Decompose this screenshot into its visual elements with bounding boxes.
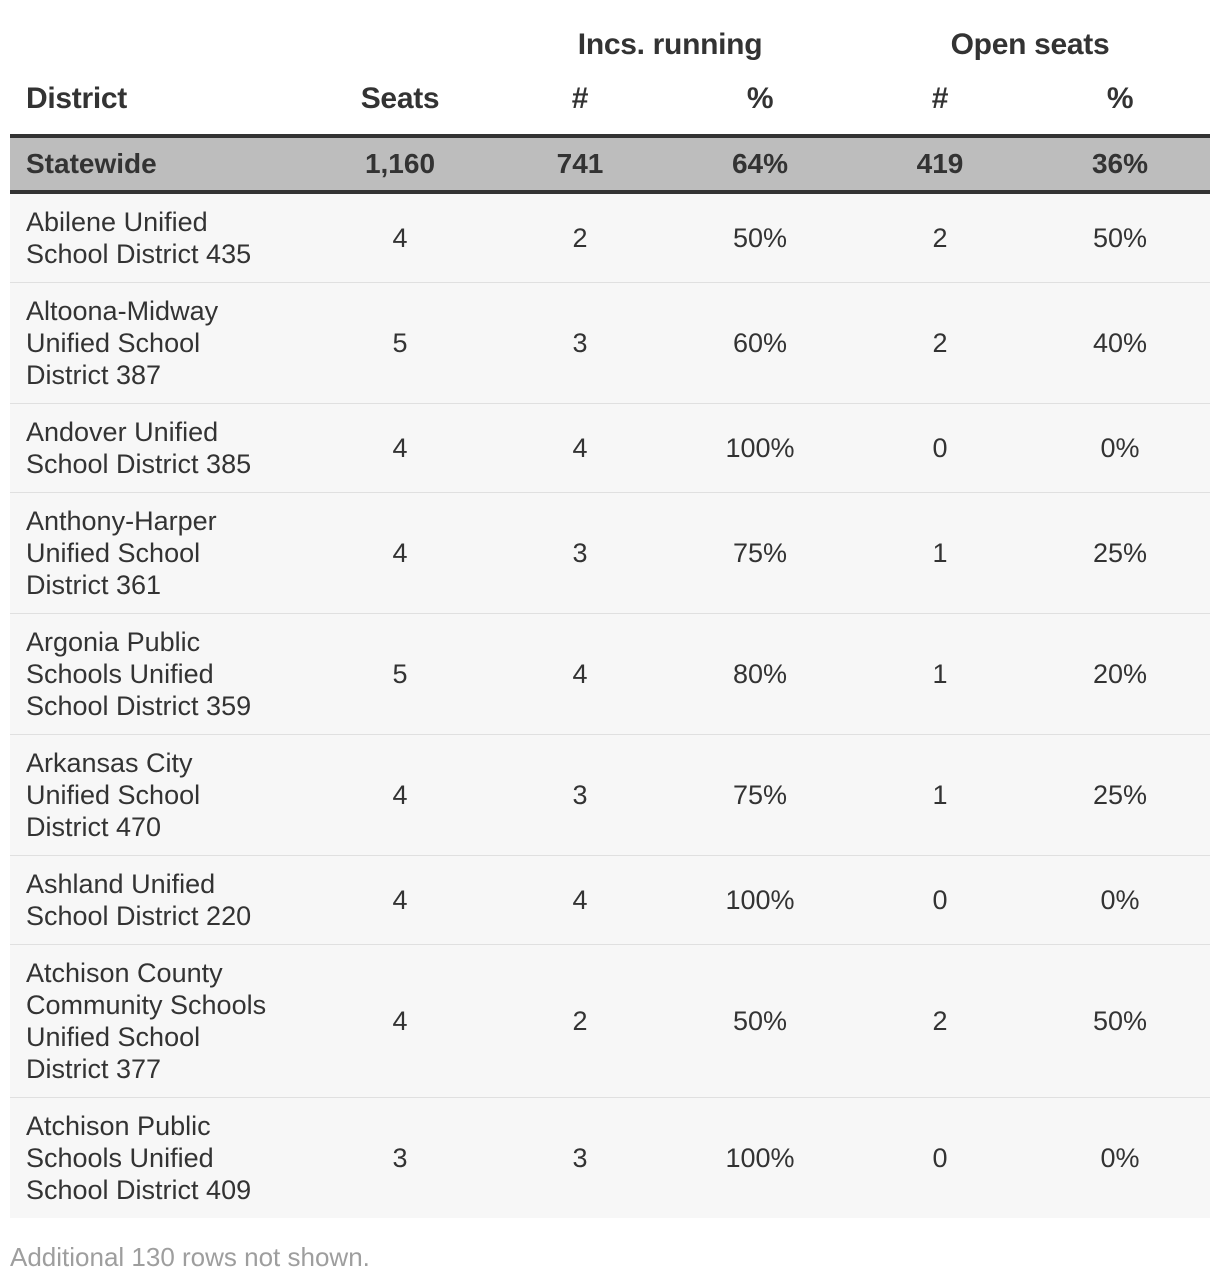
open-percent-cell: 40%: [1030, 283, 1210, 404]
district-name-line: Schools Unified: [26, 1143, 214, 1173]
open-percent-cell: 0%: [1030, 1098, 1210, 1219]
column-header-row: [10, 64, 1210, 136]
open-percent-cell: 25%: [1030, 735, 1210, 856]
inc-number-cell: 4: [490, 856, 670, 945]
inc-number-cell: 3: [490, 283, 670, 404]
inc-number-cell: 3: [490, 493, 670, 614]
district-name-line: Community Schools: [26, 990, 267, 1020]
inc-number-cell: 2: [490, 192, 670, 283]
table-row: [10, 192, 1210, 283]
inc-percent-cell: 100%: [670, 1098, 850, 1219]
district-name-line: Schools Unified: [26, 659, 214, 689]
district-name: [10, 945, 310, 1098]
district-name-line: School District 385: [26, 449, 252, 479]
open-number-cell: 1: [850, 735, 1030, 856]
district-name-line: Andover Unified: [26, 417, 219, 447]
inc-percent-cell: 100%: [670, 856, 850, 945]
inc-number-cell: 3: [490, 735, 670, 856]
district-name-line: Unified School: [26, 780, 201, 810]
seats-cell: 5: [310, 283, 490, 404]
inc-percent-cell: 75%: [670, 735, 850, 856]
column-header-open-percent[interactable]: %: [1030, 64, 1210, 136]
seats-cell: 5: [310, 614, 490, 735]
district-name-line: School District 359: [26, 691, 252, 721]
district-name-line: Altoona-Midway: [26, 296, 219, 326]
district-name-line: Atchison County: [26, 958, 223, 988]
district-name: [10, 735, 310, 856]
district-name-line: Argonia Public: [26, 627, 201, 657]
group-header-incumbents: Incs. running: [577, 28, 763, 61]
district-name: [10, 856, 310, 945]
seats-cell: 4: [310, 945, 490, 1098]
open-percent-cell: 0%: [1030, 856, 1210, 945]
table-row: [10, 735, 1210, 856]
district-name: [10, 404, 310, 493]
district-name-line: District 387: [26, 360, 162, 390]
table-row: [10, 1098, 1210, 1219]
table-header: [10, 0, 1210, 136]
district-name-line: Arkansas City: [26, 748, 193, 778]
group-header-row: [10, 0, 1210, 64]
statewide-open-number: 419: [850, 136, 1030, 192]
district-name: [10, 493, 310, 614]
inc-percent-cell: 100%: [670, 404, 850, 493]
open-percent-cell: 25%: [1030, 493, 1210, 614]
open-percent-cell: 50%: [1030, 192, 1210, 283]
open-number-cell: 1: [850, 614, 1030, 735]
seats-cell: 3: [310, 1098, 490, 1219]
open-percent-cell: 20%: [1030, 614, 1210, 735]
statewide-inc-percent: 64%: [670, 136, 850, 192]
open-number-cell: 2: [850, 945, 1030, 1098]
open-number-cell: 0: [850, 404, 1030, 493]
inc-number-cell: 4: [490, 404, 670, 493]
inc-percent-cell: 80%: [670, 614, 850, 735]
open-number-cell: 0: [850, 1098, 1030, 1219]
table-row: [10, 404, 1210, 493]
statewide-seats: 1,160: [310, 136, 490, 192]
open-number-cell: 0: [850, 856, 1030, 945]
district-name-line: School District 409: [26, 1175, 252, 1205]
inc-percent-cell: 50%: [670, 945, 850, 1098]
inc-number-cell: 2: [490, 945, 670, 1098]
column-header-open-number[interactable]: #: [850, 64, 1030, 136]
district-name-line: Unified School: [26, 538, 201, 568]
statewide-label: Statewide: [10, 136, 310, 192]
results-table-container: [10, 0, 1210, 1218]
statewide-row: [10, 136, 1210, 192]
district-name-line: Atchison Public: [26, 1111, 211, 1141]
open-number-cell: 2: [850, 192, 1030, 283]
column-header-district[interactable]: District: [10, 64, 310, 136]
table-row: [10, 614, 1210, 735]
column-header-inc-number[interactable]: #: [490, 64, 670, 136]
table-row: [10, 493, 1210, 614]
statewide-inc-number: 741: [490, 136, 670, 192]
open-percent-cell: 50%: [1030, 945, 1210, 1098]
district-name-line: Abilene Unified: [26, 207, 208, 237]
statewide-open-percent: 36%: [1030, 136, 1210, 192]
footnote: Additional 130 rows not shown.: [10, 1242, 370, 1272]
inc-percent-cell: 60%: [670, 283, 850, 404]
table-row: [10, 283, 1210, 404]
open-percent-cell: 0%: [1030, 404, 1210, 493]
district-name-line: District 470: [26, 812, 162, 842]
district-name-line: Ashland Unified: [26, 869, 216, 899]
column-header-inc-percent[interactable]: %: [670, 64, 850, 136]
seats-cell: 4: [310, 735, 490, 856]
seats-cell: 4: [310, 404, 490, 493]
district-name-line: School District 435: [26, 239, 252, 269]
column-header-seats[interactable]: Seats: [310, 64, 490, 136]
results-table: [10, 0, 1210, 1218]
open-number-cell: 1: [850, 493, 1030, 614]
seats-cell: 4: [310, 493, 490, 614]
district-name-line: School District 220: [26, 901, 252, 931]
district-name-line: Unified School: [26, 328, 201, 358]
inc-percent-cell: 50%: [670, 192, 850, 283]
seats-cell: 4: [310, 192, 490, 283]
district-name-line: District 377: [26, 1054, 162, 1084]
group-header-open-seats: Open seats: [950, 28, 1110, 61]
table-row: [10, 856, 1210, 945]
table-row: [10, 945, 1210, 1098]
table-body: [10, 136, 1210, 1218]
seats-cell: 4: [310, 856, 490, 945]
district-name: [10, 614, 310, 735]
district-name: [10, 283, 310, 404]
district-name-line: District 361: [26, 570, 162, 600]
inc-number-cell: 4: [490, 614, 670, 735]
district-name: [10, 1098, 310, 1219]
district-name-line: Unified School: [26, 1022, 201, 1052]
inc-percent-cell: 75%: [670, 493, 850, 614]
district-name-line: Anthony-Harper: [26, 506, 217, 536]
inc-number-cell: 3: [490, 1098, 670, 1219]
district-name: [10, 192, 310, 283]
open-number-cell: 2: [850, 283, 1030, 404]
